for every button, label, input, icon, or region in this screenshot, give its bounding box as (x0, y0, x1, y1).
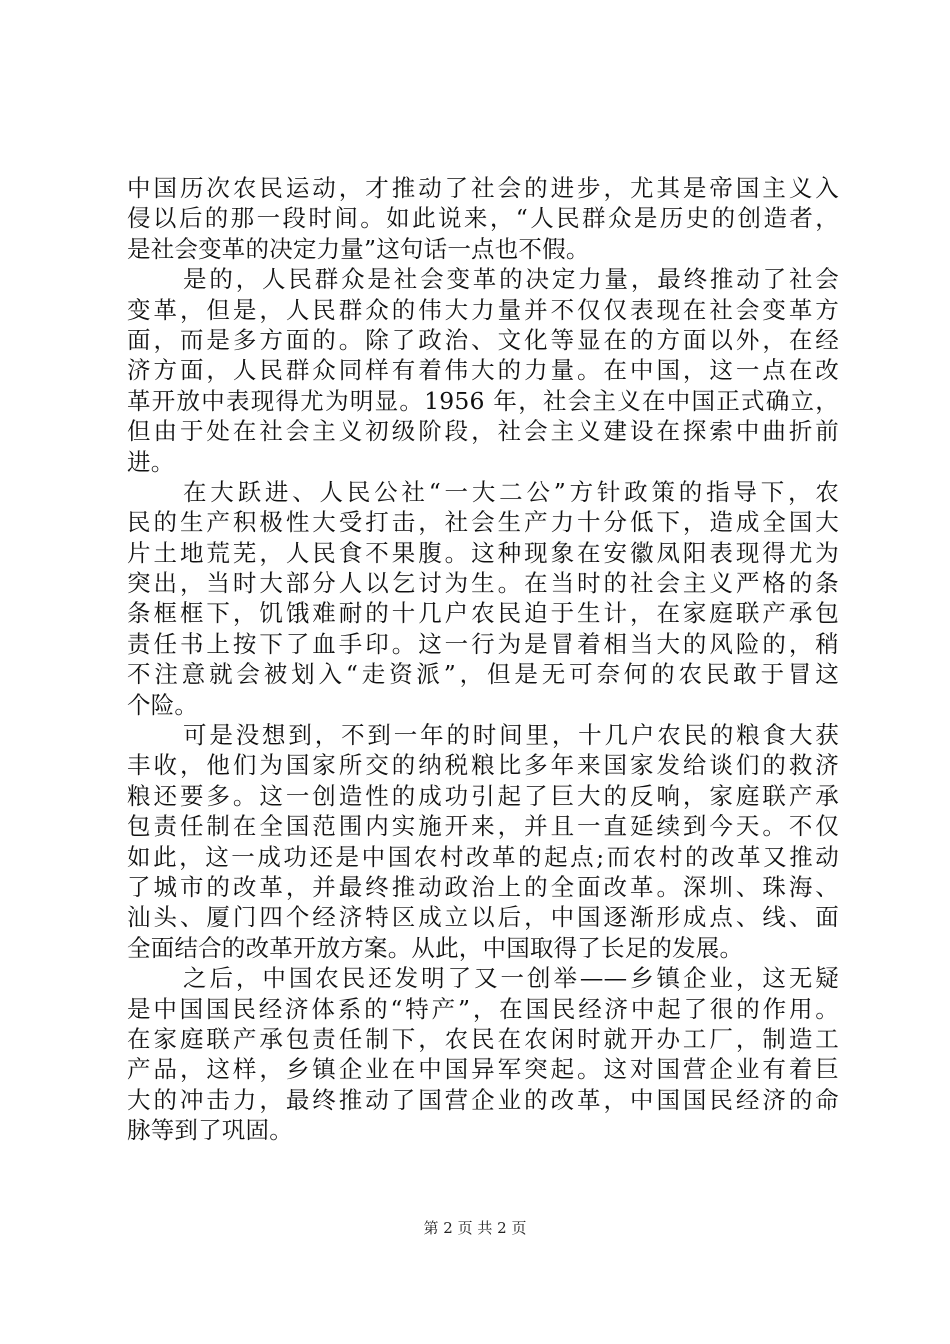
body-text (127, 173, 839, 1146)
paragraph (127, 477, 839, 720)
text-line: 如此，这一成功还是中国农村改革的起点;而农村的改革又推动 (127, 842, 839, 871)
text-line: 不注意就会被划入“走资派”，但是无可奈何的农民敢于冒这 (127, 660, 839, 689)
text-line: 可是没想到，不到一年的时间里，十几户农民的粮食大获 (183, 721, 839, 750)
text-line: 进。 (127, 447, 175, 476)
text-line: 面，而是多方面的。除了政治、文化等显在的方面以外，在经 (127, 325, 839, 354)
paragraph (127, 720, 839, 963)
paragraph (127, 173, 839, 264)
text-line: 之后，中国农民还发明了又一创举——乡镇企业，这无疑 (183, 964, 839, 993)
text-line: 革开放中表现得尤为明显。1956 年，社会主义在中国正式确立， (127, 386, 839, 415)
text-line: 突出，当时大部分人以乞讨为生。在当时的社会主义严格的条 (127, 569, 839, 598)
text-line: 在大跃进、人民公社“一大二公”方针政策的指导下，农 (183, 477, 839, 506)
text-line: 但由于处在社会主义初级阶段，社会主义建设在探索中曲折前 (127, 417, 839, 446)
paragraph (127, 963, 839, 1145)
text-line: 个险。 (127, 690, 199, 719)
text-line: 侵以后的那一段时间。如此说来，“人民群众是历史的创造者， (127, 204, 839, 233)
text-line: 中国历次农民运动，才推动了社会的进步，尤其是帝国主义入 (127, 174, 839, 202)
text-line: 是中国国民经济体系的“特产”，在国民经济中起了很的作用。 (127, 994, 839, 1023)
text-line: 全面结合的改革开放方案。从此，中国取得了长足的发展。 (127, 933, 744, 962)
text-line: 是社会变革的决定力量”这句话一点也不假。 (127, 234, 590, 263)
text-line: 丰收，他们为国家所交的纳税粮比多年来国家发给谈们的救济 (127, 751, 839, 780)
text-line: 脉等到了巩固。 (127, 1116, 293, 1145)
text-line: 大的冲击力，最终推动了国营企业的改革，中国国民经济的命 (127, 1085, 839, 1114)
text-line: 条框框下，饥饿难耐的十几户农民迫于生计，在家庭联产承包 (127, 599, 839, 628)
text-line: 片土地荒芜，人民食不果腹。这种现象在安徽凤阳表现得尤为 (127, 538, 839, 567)
text-line: 是的，人民群众是社会变革的决定力量，最终推动了社会 (183, 265, 839, 294)
paragraph (127, 264, 839, 477)
text-line: 汕头、厦门四个经济特区成立以后，中国逐渐形成点、线、面 (127, 903, 839, 932)
text-line: 责任书上按下了血手印。这一行为是冒着相当大的风险的，稍 (127, 629, 839, 658)
text-line: 了城市的改革，并最终推动政治上的全面改革。深圳、珠海、 (127, 872, 839, 901)
text-line: 产品，这样，乡镇企业在中国异军突起。这对国营企业有着巨 (127, 1055, 839, 1084)
text-line: 在家庭联产承包责任制下，农民在农闲时就开办工厂，制造工 (127, 1024, 839, 1053)
page-footer: 第 2 页 共 2 页 (423, 1219, 527, 1237)
text-line: 粮还要多。这一创造性的成功引起了巨大的反响，家庭联产承 (127, 781, 839, 810)
text-line: 包责任制在全国范围内实施开来，并且一直延续到今天。不仅 (127, 812, 839, 841)
text-line: 济方面，人民群众同样有着伟大的力量。在中国，这一点在改 (127, 356, 839, 385)
text-line: 民的生产积极性大受打击，社会生产力十分低下，造成全国大 (127, 508, 839, 537)
text-line: 变革，但是，人民群众的伟大力量并不仅仅表现在社会变革方 (127, 295, 839, 324)
